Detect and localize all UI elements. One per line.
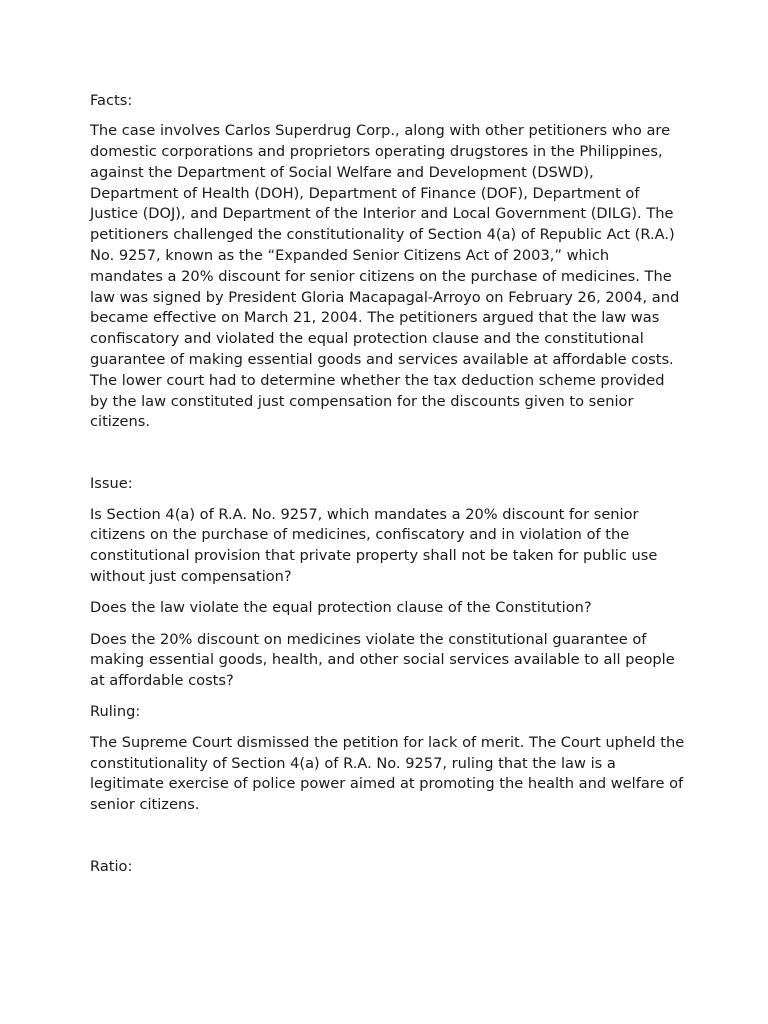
- issue-paragraph-3: Does the 20% discount on medicines violate the constitutional guarantee of making essential goods, health, and other social services available to all people at affordable costs?: [90, 630, 675, 690]
- ratio-heading: Ratio:: [90, 857, 133, 875]
- facts-heading: Facts:: [90, 92, 133, 109]
- issue-paragraph-2: Does the law violate the equal protection clause of the Constitution?: [90, 599, 592, 617]
- document-page: [90, 91, 685, 878]
- ruling-heading: Ruling:: [90, 703, 141, 721]
- issue-paragraph-1: Is Section 4(a) of R.A. No. 9257, which mandates a 20% discount for senior citizens on the purchase of medicines, confiscatory and in violation of the constitutional provision that private property shall not be taken for public use without just compensation?: [90, 505, 658, 585]
- issue-heading: Issue:: [90, 475, 133, 493]
- ruling-paragraph: The Supreme Court dismissed the petition for lack of merit. The Court upheld the constitutionality of Section 4(a) of R.A. No. 9257, ruling that the law is a legitimate exercise of police power aimed at promoting the health and welfare of senior citizens.: [90, 733, 685, 814]
- facts-paragraph: The case involves Carlos Superdrug Corp., along with other petitioners who are domestic corporations and proprietors operating drugstores in the Philippines, against the Department of Social Welfare and Development (DSWD), Department of Health (DOH), Department of Finance (DOF), Department of Justice (DOJ), and Department of the Interior and Local Government (DILG). The petitioners challenged the constitutionality of Section 4(a) of Republic Act (R.A.) No. 9257, known as the “Expanded Senior Citizens Act of 2003,” which mandates a 20% discount for senior citizens on the purchase of medicines. The law was signed by President Gloria Macapagal-Arroyo on February 26, 2004, and became effective on March 21, 2004. The petitioners argued that the law was confiscatory and violated the equal protection clause and the constitutional guarantee of making essential goods and services available at affordable costs. The lower court had to determine whether the tax deduction scheme provided by the law constituted just compensation for the discounts given to senior citizens.: [90, 122, 680, 431]
